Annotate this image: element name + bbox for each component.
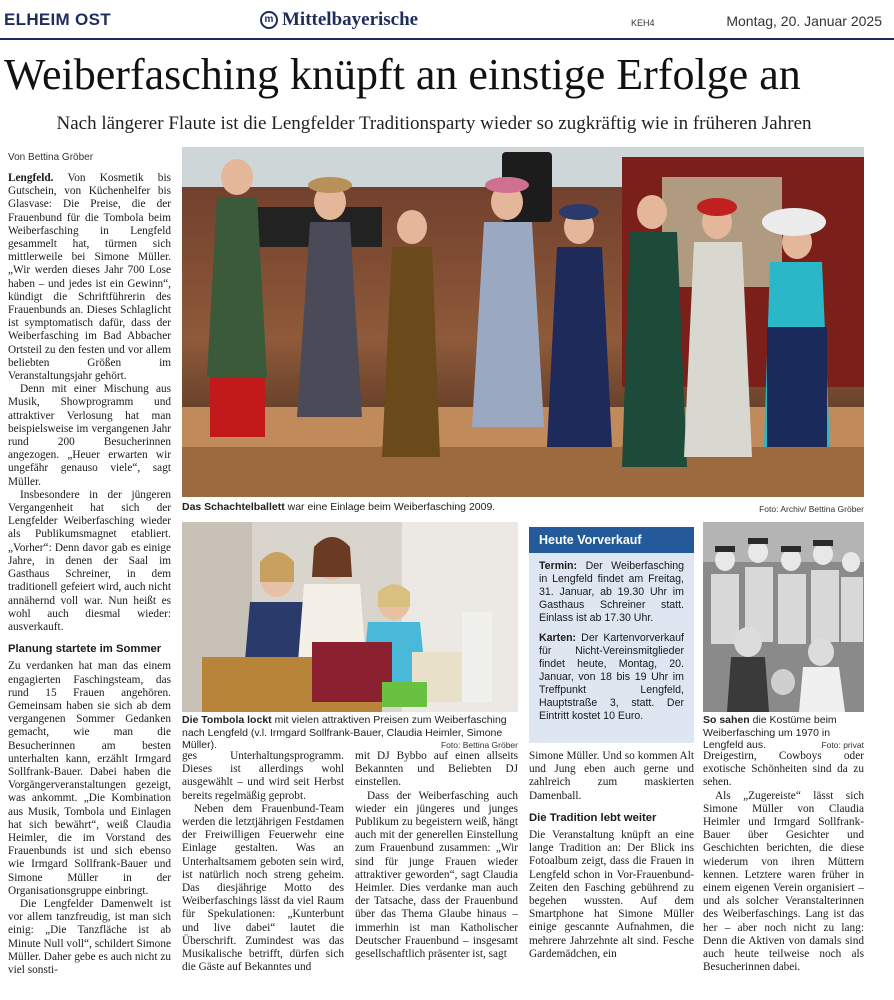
photo-tombola[interactable] — [182, 522, 518, 712]
photo-schachtelballett[interactable] — [182, 147, 864, 497]
paragraph: Insbesondere in der jüngeren Vergangenheit hat sich der Lengfelder Weiberfasching wieder als Publikumsmagnet etabliert. „Vorher“: Denn davor gab es einige Jahre, in denen der Saal im Gasthaus Schreiner, in dem traditionell gefeiert wird, auch nicht annähernd voll war. Nun heißt es wohl auch diesmal wieder: ausverkauft. — [8, 488, 171, 633]
paragraph: Denn mit einer Mischung aus Musik, Showprogramm und attraktiver Verlosung hat man beispielsweise im vergangenen Jahr rund 200 Besucherinnen angezogen. „Heuer erwarten wir ungefähr genauso viele“, sagt Müller. — [8, 383, 171, 488]
termin-label: Termin: — [539, 560, 578, 572]
photo-caption-3 — [703, 714, 864, 752]
paragraph: Neben dem Frauenbund-Team werden die letztjährigen Festdamen der Freiwilligen Feuerwehr eine Einlage gestalten. Was an Unterhaltsamem geboten sein wird, ist natürlich noch streng geheim. Das diesjährige Motto des Weiberfaschings lässt da viel Raum für Spekulationen: „Kunterbunt und live dabei“ lautet die Überschrift. Zumindest was das Musikalische betrifft, dürfen sich die Gäste auf Bekanntes und — [182, 802, 344, 974]
info-karten — [529, 625, 694, 723]
logo-text: Mittelbayerische — [282, 9, 419, 30]
caption-text: die Kostüme beim Weiberfasching um 1970 in Lengfeld aus. — [703, 714, 837, 751]
article-column-1 — [8, 172, 171, 995]
karten-text: Der Kartenvorverkauf für Nicht-Vereinsmitglieder findet heute, Montag, 20. Januar, von 18 bis 19 Uhr im Treffpunkt Lengfeld, Hauptstraße 3, statt. Der Eintritt kostet 10 Euro. — [539, 632, 684, 722]
paragraph: mit DJ Bybbo auf einen allseits Bekannten und Beliebten DJ einstellen. — [355, 750, 518, 789]
ballet-image — [182, 147, 864, 497]
issue-date: Montag, 20. Januar 2025 — [726, 13, 882, 29]
tombola-image — [182, 522, 518, 712]
caption-bold: Die Tombola lockt — [182, 714, 272, 726]
paragraph: Die Lengfelder Damenwelt ist vor allem tanzfreudig, ist man sich einig: „Die Tanzfläche ist ab Minute Null voll“, schildert Simone Müller. Daher gebe es auch nicht zu viel sonsti- — [8, 897, 171, 976]
paragraph: Zu verdanken hat man das einem engagierten Faschingsteam, das rund 15 Frauen angehören. Gemeinsam haben sie sich ab dem vergangenen Sommer Gedanken gemacht, wie man die Besucherinnen am besten unterhalten kann, erzählt Irmgard Sollfrank-Bauer. Dabei haben die Vorgängerveranstaltungen gezeigt, was ankommt. „Die Kombination aus Musik, Tombola und Einlagen hat sich bewährt“, weiß Claudia Heimler, die im Vorstand des Frauenbunds ist und sich ebenso wie Irmgard Sollfrank-Bauer und Simone Müller in der Organisationsgruppe einbringt. — [8, 660, 171, 897]
article-column-3 — [355, 750, 518, 995]
termin-text: Der Weiberfasching in Lengfeld findet am Freitag, 31. Januar, ab 19.30 Uhr im Gasthaus Schreiner statt. Einlass ist ab 17.30 Uhr. — [539, 560, 684, 624]
paragraph: Dreigestirn, Cowboys oder exotische Schönheiten sind da zu sehen. — [703, 750, 864, 789]
page-code: KEH4 — [631, 18, 655, 28]
info-termin — [529, 553, 694, 625]
byline: Von Bettina Gröber — [8, 152, 94, 163]
paragraph: Als „Zugereiste“ lässt sich Simone Müller von Claudia Heimler und Irmgard Sollfrank-Bauer über Gesichter und Geschichten berichten, die diese wiederum von ihren Müttern kennen. Letztere waren früher in einem eigenen Verein organisiert – und als solcher Veranstalterinnen des Weiberfaschings. Lang ist das her – aber noch nicht zu lang: Denn die Aktiven von damals sind auch heute teilweise noch als Besucherinnen dabei. — [703, 789, 864, 974]
article-column-2 — [182, 750, 344, 995]
photo-credit-3: Foto: privat — [821, 740, 864, 750]
newspaper-logo[interactable] — [260, 9, 418, 31]
karten-label: Karten: — [539, 632, 577, 644]
paragraph — [8, 172, 171, 383]
section-name: ELHEIM OST — [4, 10, 111, 29]
caption-text: war eine Einlage beim Weiberfasching 2009. — [284, 501, 496, 513]
article-column-4 — [529, 750, 694, 995]
subheadline: Nach längerer Flaute ist die Lengfelder Traditionsparty wieder so zugkräftig wie in früheren Jahren — [56, 113, 812, 134]
article-column-5 — [703, 750, 864, 995]
paragraph: Die Veranstaltung knüpft an eine lange Tradition an: Der Blick ins Fotoalbum zeigt, dass die Frauen in Lengfeld schon in Vor-Frauenbund-Zeiten den Fasching gebührend zu begehen wussten. Auf dem Smartphone hat Simone Müller einige gescannte Aufnahmen, die mehrere Jahrzehnte alt sind. Fesche Gardemädchen, ein — [529, 829, 694, 960]
paragraph: ges Unterhaltungsprogramm. Dieses ist allerdings wohl ausgewählt – und wird seit Herbst bereits regelmäßig geprobt. — [182, 750, 344, 802]
info-box-vorverkauf — [529, 527, 694, 743]
caption-bold: Das Schachtelballett — [182, 501, 285, 513]
paragraph-text: Von Kosmetik bis Gutschein, von Küchenhelfer bis Glasvase: Die Preise, die der Frauenbund für die Tombola beim Weiberfasching in Lengfeld gesammelt hat, türmen sich mittlerweile bei Simone Müller. „Wir werden dieses Jahr 700 Lose haben – und jedes ist ein Gewinn“, kündigt die Schriftführerin des Frauenbunds an. Dieses Schlaglicht ist symptomatisch dafür, dass der Weiberfasching im Bad Abbacher Ortsteil zu den festen und vor allem beliebten Größen im Veranstaltungsjahr gehört. — [8, 172, 171, 383]
headline: Weiberfasching knüpft an einstige Erfolge an — [4, 50, 801, 99]
photo-credit-2: Foto: Bettina Gröber — [440, 740, 518, 750]
dateline: Lengfeld. — [8, 172, 54, 184]
paragraph: Simone Müller. Und so kommen Alt und Jung eben auch gerne und zahlreich zum maskierten Damenball. — [529, 750, 694, 802]
paragraph: Dass der Weiberfasching auch wieder ein jüngeres und junges Publikum zu begeistern weiß, hängt auch mit der generellen Einstellung zum Frauenbund zusammen: „Wir sind für junge Frauen wieder attraktiver geworden“, sagt Claudia Heimler. Dies verdanke man auch der Tatsache, dass der Frauenbund über das Thema Glaube hinaus – immerhin ist man Katholischer Deutscher Frauenbund – insgesamt gesellschaftlich präsenter ist, sagt — [355, 789, 518, 961]
info-box-title: Heute Vorverkauf — [529, 527, 694, 553]
photo-historic-1970[interactable] — [703, 522, 864, 712]
page-header — [0, 0, 894, 40]
logo-mark-icon: m — [260, 11, 278, 29]
photo-caption-1 — [182, 501, 622, 514]
historic-image — [703, 522, 864, 712]
subheading: Die Tradition lebt weiter — [529, 811, 657, 824]
photo-caption-2 — [182, 714, 518, 752]
caption-bold: So sahen — [703, 714, 750, 726]
caption-text: mit vielen attraktiven Preisen zum Weiberfasching nach Lengfeld (v.l. Irmgard Sollfrank-Bauer, Claudia Heimler, Simone Müller). — [182, 714, 507, 751]
subheading: Planung startete im Sommer — [8, 643, 162, 656]
photo-credit-1: Foto: Archiv/ Bettina Gröber — [759, 504, 864, 514]
